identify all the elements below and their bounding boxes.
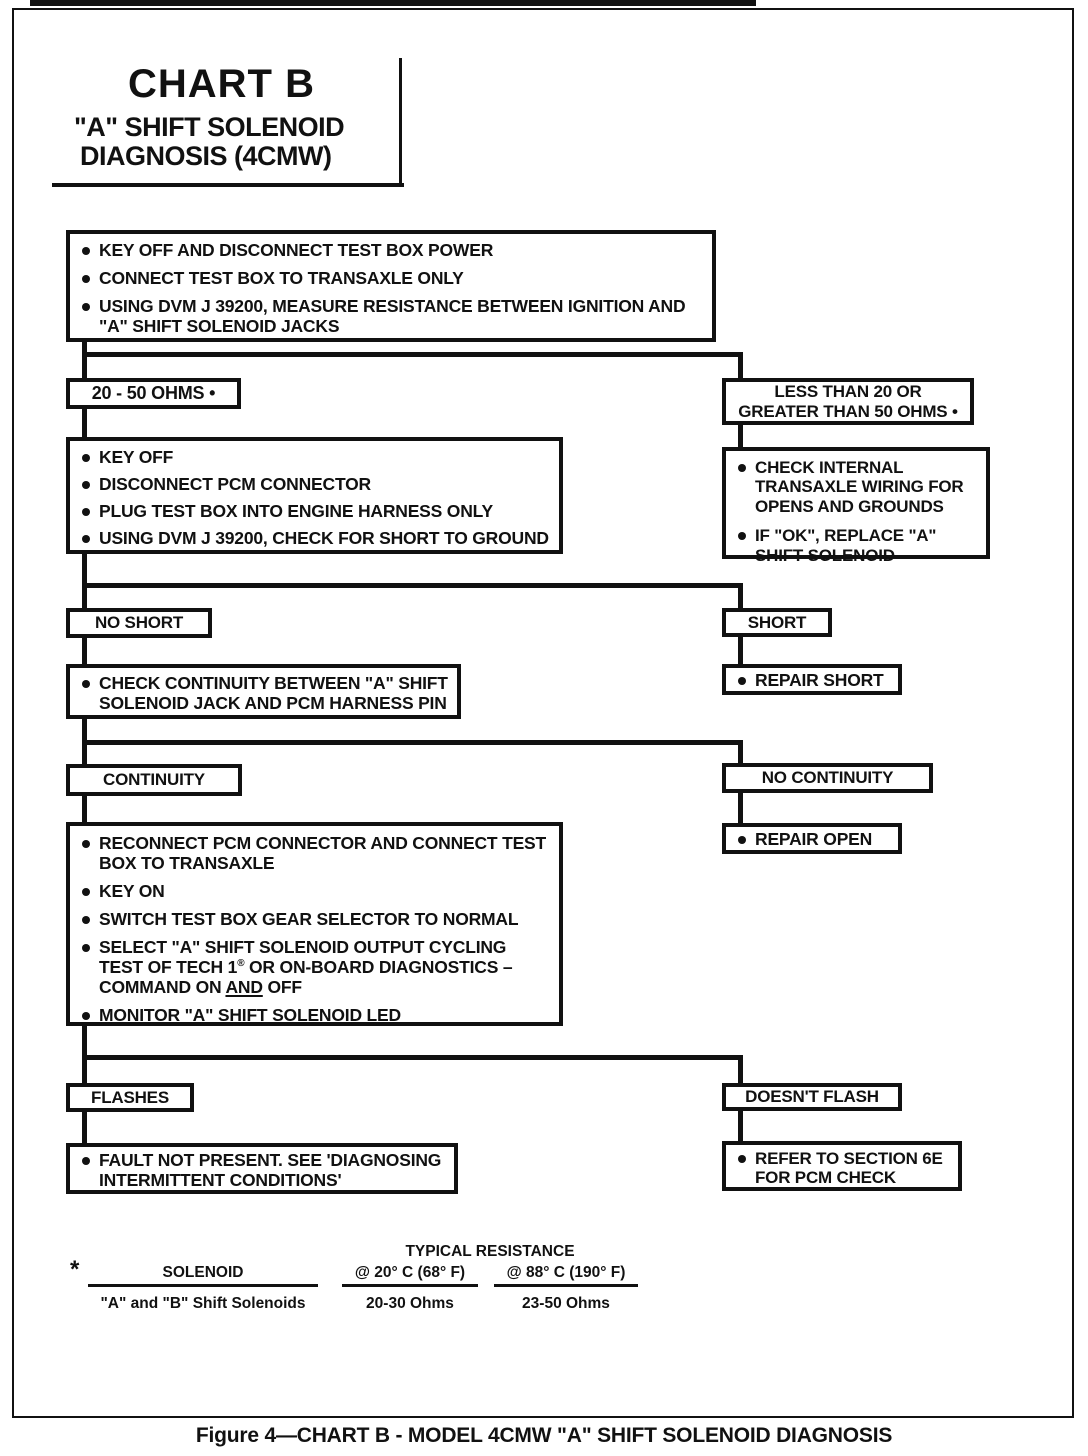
label-20-50-ohms [66, 378, 241, 409]
title-divider-vertical [399, 58, 402, 186]
instruction-text: MONITOR "A" SHIFT SOLENOID LED [99, 1004, 401, 1025]
bullet-icon [82, 840, 90, 848]
bullet-icon [82, 508, 90, 516]
instruction-text: FAULT NOT PRESENT. SEE 'DIAGNOSING INTERMITTENT CONDITIONS' [99, 1150, 442, 1190]
instruction-text: CONNECT TEST BOX TO TRANSAXLE ONLY [99, 267, 464, 288]
instruction-row [82, 529, 553, 549]
bullet-icon [738, 532, 746, 540]
instruction-row [82, 674, 451, 714]
instruction-text: IF "OK", REPLACE "A" SHIFT SOLENOID [755, 526, 937, 565]
bullet-icon [82, 481, 90, 489]
connector-line [738, 740, 743, 763]
instruction-text: REPAIR SHORT [755, 670, 884, 690]
instruction-row [738, 830, 892, 850]
continuity-check-box [66, 664, 461, 719]
connector-line [738, 352, 743, 378]
instruction-text: CHECK CONTINUITY BETWEEN "A" SHIFT SOLENOID JACK AND PCM HARNESS PIN [99, 673, 448, 713]
refer-section-6e-box [722, 1141, 962, 1191]
bullet-icon [82, 275, 90, 283]
footnote-typical-resistance-header: TYPICAL RESISTANCE [405, 1243, 575, 1260]
label-text: FLASHES [91, 1087, 169, 1107]
footnote-underline [494, 1284, 638, 1287]
repair-open-box [722, 823, 902, 854]
instruction-row [82, 1151, 448, 1191]
label-text: NO SHORT [94, 613, 184, 633]
bullet-icon [738, 836, 746, 844]
label-out-of-range [722, 378, 974, 425]
instruction-row [82, 938, 553, 998]
instruction-text: REFER TO SECTION 6E FOR PCM CHECK [755, 1149, 943, 1188]
scan-top-bar [30, 0, 756, 6]
label-text: LESS THAN 20 OR [774, 381, 922, 401]
instruction-row [82, 502, 553, 522]
label-text: GREATER THAN 50 OHMS • [738, 401, 958, 421]
label-text: DOESN'T FLASH [745, 1087, 879, 1107]
chart-subtitle-line1: "A" SHIFT SOLENOID [74, 112, 345, 142]
label-text: CONTINUITY [103, 770, 205, 790]
instruction-row [82, 448, 553, 468]
instruction-text: RECONNECT PCM CONNECTOR AND CONNECT TEST BOX TO TRANSAXLE [99, 833, 547, 873]
footnote-value: "A" and "B" Shift Solenoids [100, 1295, 306, 1312]
footnote-value: 23-50 Ohms [522, 1295, 610, 1312]
connector-line [82, 554, 87, 608]
label-text: 20 - 50 OHMS • [91, 383, 216, 404]
bullet-icon [82, 454, 90, 462]
chart-subtitle-line2: DIAGNOSIS (4CMW) [80, 141, 332, 171]
connector-line [738, 1111, 743, 1141]
connector-line [738, 425, 743, 447]
label-continuity [66, 764, 242, 796]
footnote-underline [88, 1284, 318, 1287]
repair-short-box [722, 664, 902, 695]
bullet-icon [738, 1155, 746, 1163]
instruction-text: SWITCH TEST BOX GEAR SELECTOR TO NORMAL [99, 908, 519, 929]
footnote-column-header: SOLENOID [162, 1264, 244, 1281]
instruction-text: DISCONNECT PCM CONNECTOR [99, 473, 371, 494]
connector-line [82, 342, 87, 378]
bullet-icon [82, 888, 90, 896]
footnote-solenoid-column [88, 1264, 318, 1313]
bullet-icon [82, 303, 90, 311]
short-test-box [66, 437, 563, 554]
connector-line [738, 637, 743, 664]
connector-line [82, 740, 743, 745]
bullet-icon [82, 535, 90, 543]
instruction-text: SELECT "A" SHIFT SOLENOID OUTPUT CYCLING TEST OF TECH 1® OR ON-BOARD DIAGNOSTICS – COMMAND ON AND OFF [99, 936, 513, 997]
instruction-text: USING DVM J 39200, CHECK FOR SHORT TO GROUND [99, 527, 549, 548]
instruction-text: KEY OFF AND DISCONNECT TEST BOX POWER [99, 240, 494, 260]
label-doesnt-flash [722, 1083, 902, 1111]
footnote-temp2-column [494, 1264, 638, 1313]
bullet-icon [738, 677, 746, 685]
instruction-row [738, 526, 980, 565]
footnote-underline [342, 1284, 478, 1287]
footnote-column-header: @ 20° C (68° F) [354, 1264, 466, 1281]
connector-line [82, 352, 743, 357]
connector-line [738, 793, 743, 823]
connector-line [738, 1055, 743, 1083]
instruction-text: REPAIR OPEN [755, 829, 873, 849]
footnote-column-header: @ 88° C (190° F) [506, 1264, 626, 1281]
label-short [722, 608, 832, 637]
title-divider-horizontal [52, 183, 404, 187]
bullet-icon [82, 680, 90, 688]
instruction-text: KEY OFF [99, 447, 174, 467]
registered-trademark-icon: ® [237, 957, 245, 969]
connector-line [82, 409, 87, 437]
instruction-text: USING DVM J 39200, MEASURE RESISTANCE BETWEEN IGNITION AND "A" SHIFT SOLENOID JACKS [99, 295, 686, 336]
label-flashes [66, 1083, 194, 1112]
bullet-icon [738, 464, 746, 472]
instruction-row [738, 1149, 952, 1188]
check-internal-wiring-box [722, 447, 990, 565]
start-instructions-box [66, 230, 716, 342]
instruction-row [82, 834, 553, 874]
figure-caption: Figure 4—CHART B - MODEL 4CMW "A" SHIFT SOLENOID DIAGNOSIS [195, 1424, 893, 1447]
connector-line [82, 1112, 87, 1143]
instruction-text: CHECK INTERNAL TRANSAXLE WIRING FOR OPENS AND GROUNDS [755, 458, 964, 516]
instruction-row [82, 241, 706, 261]
bullet-icon [82, 944, 90, 952]
instruction-row [82, 882, 553, 902]
connector-line [738, 583, 743, 608]
instruction-row [82, 475, 553, 495]
instruction-row [82, 1006, 553, 1026]
instruction-row [82, 269, 706, 289]
fault-not-present-box [66, 1143, 458, 1194]
label-no-continuity [722, 763, 933, 793]
bullet-icon [82, 247, 90, 255]
cycling-test-box [66, 822, 563, 1026]
instruction-row [82, 297, 706, 337]
bullet-icon [82, 916, 90, 924]
footnote-value: 20-30 Ohms [366, 1295, 454, 1312]
label-text: SHORT [747, 612, 807, 632]
connector-line [82, 796, 87, 822]
instruction-text: PLUG TEST BOX INTO ENGINE HARNESS ONLY [99, 500, 493, 521]
footnote-asterisk: * [70, 1256, 80, 1283]
bullet-icon [82, 1157, 90, 1165]
instruction-row [738, 458, 980, 516]
label-text: NO CONTINUITY [761, 768, 894, 788]
connector-line [82, 638, 87, 664]
footnote-temp1-column [342, 1264, 478, 1313]
connector-line [82, 583, 743, 588]
label-no-short [66, 608, 212, 638]
connector-line [82, 1055, 743, 1060]
instruction-row [82, 910, 553, 930]
instruction-row [738, 671, 892, 691]
chart-title: CHART B [128, 62, 315, 106]
instruction-text: KEY ON [99, 880, 165, 901]
underlined-word: AND [225, 976, 263, 997]
bullet-icon [82, 1012, 90, 1020]
